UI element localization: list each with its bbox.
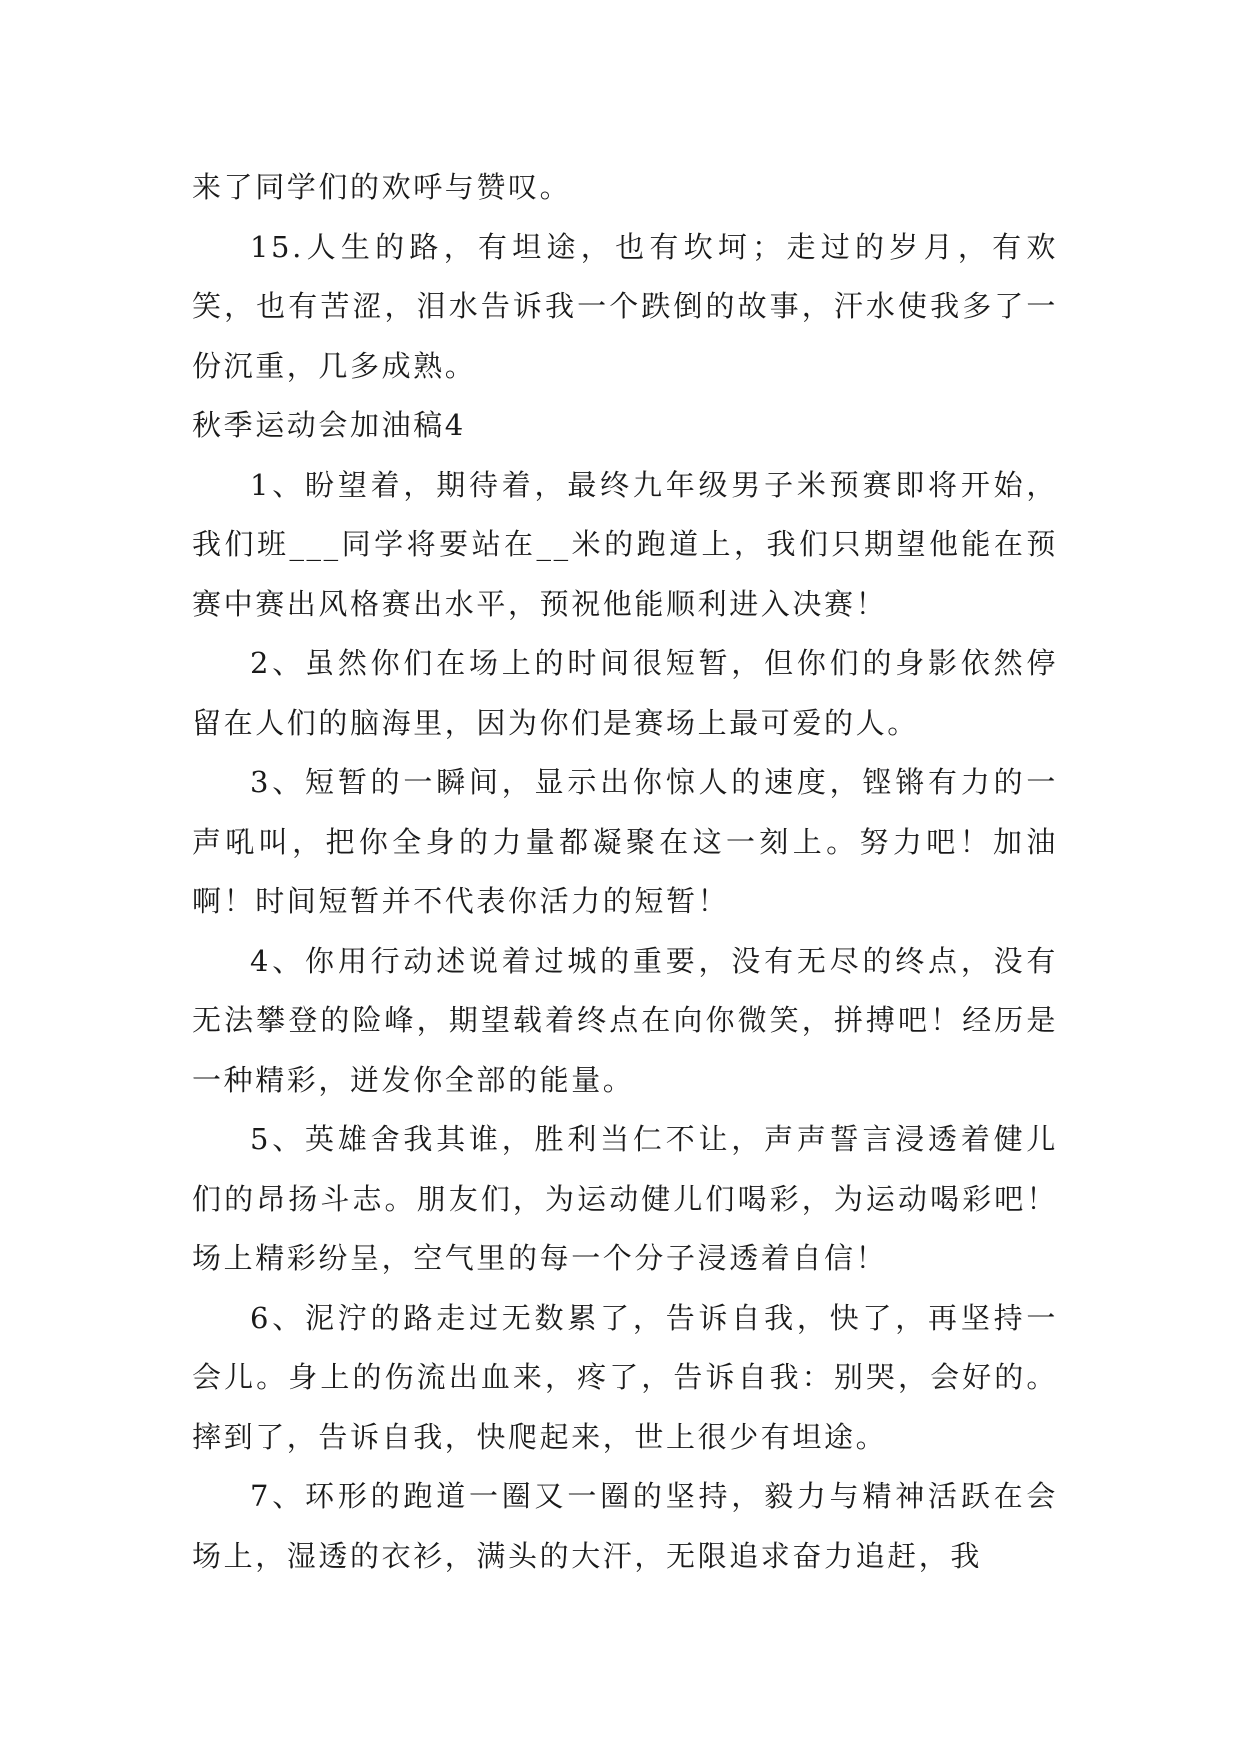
- paragraph-item-6: 6、泥泞的路走过无数累了，告诉自我，快了，再坚持一会儿。身上的伤流出血来，疼了，告诉自我：别哭，会好的。摔到了，告诉自我，快爬起来，世上很少有坦途。: [192, 1300, 1058, 1454]
- document-body: [192, 158, 1058, 1586]
- paragraph-continuation: 来了同学们的欢呼与赞叹。: [192, 170, 572, 204]
- paragraph-item-4: 4、你用行动述说着过城的重要，没有无尽的终点，没有无法攀登的险峰，期望载着终点在向你微笑，拼搏吧！经历是一种精彩，迸发你全部的能量。: [192, 943, 1058, 1097]
- paragraph-item-7: 7、环形的跑道一圈又一圈的坚持，毅力与精神活跃在会场上，湿透的衣衫，满头的大汗，无限追求奋力追赶，我: [192, 1479, 1058, 1573]
- paragraph-item-2: 2、虽然你们在场上的时间很短暂，但你们的身影依然停留在人们的脑海里，因为你们是赛场上最可爱的人。: [192, 646, 1058, 740]
- paragraph-item-3: 3、短暂的一瞬间，显示出你惊人的速度，铿锵有力的一声吼叫，把你全身的力量都凝聚在这一刻上。努力吧！加油啊！时间短暂并不代表你活力的短暂！: [192, 765, 1058, 918]
- paragraph-item-5: 5、英雄舍我其谁，胜利当仁不让，声声誓言浸透着健儿们的昂扬斗志。朋友们，为运动健儿们喝彩，为运动喝彩吧！场上精彩纷呈，空气里的每一个分子浸透着自信！: [192, 1122, 1058, 1275]
- paragraph-item-15: 15.人生的路，有坦途，也有坎坷；走过的岁月，有欢笑，也有苦涩，泪水告诉我一个跌倒的故事，汗水使我多了一份沉重，几多成熟。: [192, 229, 1058, 383]
- paragraph-item-1: 1、盼望着，期待着，最终九年级男子米预赛即将开始，我们班___同学将要站在__米的跑道上，我们只期望他能在预赛中赛出风格赛出水平，预祝他能顺利进入决赛！: [192, 467, 1058, 621]
- section-heading: 秋季运动会加油稿4: [192, 408, 466, 442]
